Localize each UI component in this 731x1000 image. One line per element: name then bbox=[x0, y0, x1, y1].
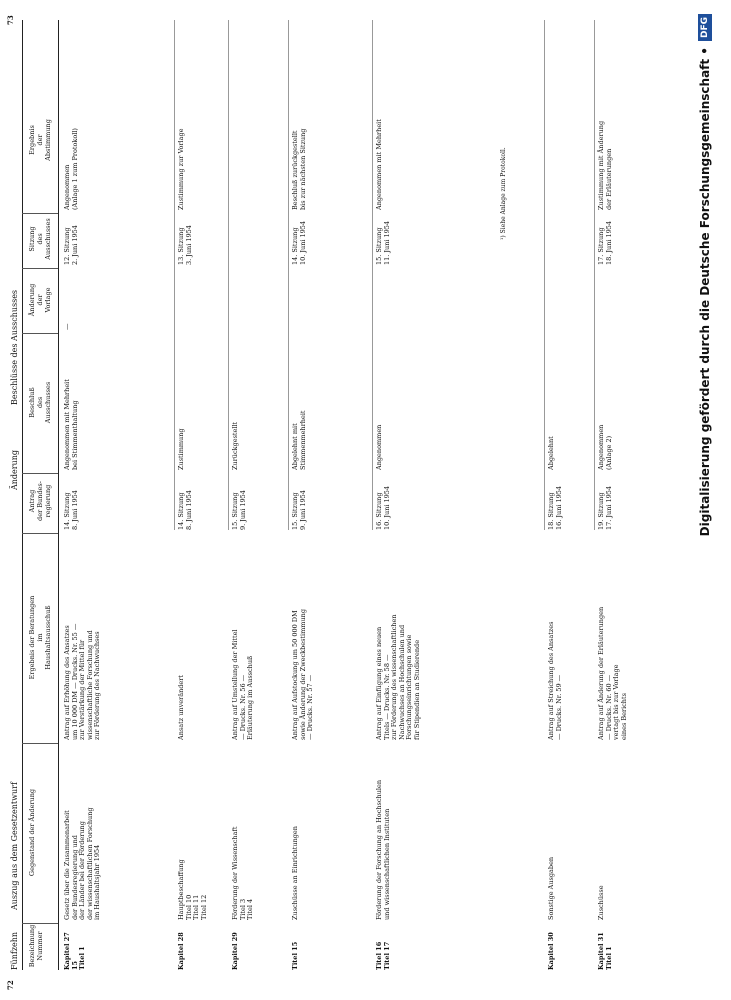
table-row-cell bbox=[598, 472, 613, 530]
cell-c1: Kapitel 27 15 Titel 1 bbox=[63, 932, 87, 970]
row-separator bbox=[594, 20, 595, 530]
column-divider bbox=[22, 473, 58, 474]
header-rule-top bbox=[22, 20, 23, 970]
cell-c3: Antrag auf Umstellung der Mittel — Drucks. Nr. 56 — Erläuterung im Ausschuß bbox=[231, 629, 255, 740]
cell-c3: Antrag auf Streichung des Ansatzes — Drucks. Nr. 59 — bbox=[547, 621, 563, 740]
table-row-cell bbox=[292, 335, 307, 470]
cell-c8: Zustimmung mit Änderung der Erläuterungen bbox=[597, 120, 613, 210]
table-row-cell bbox=[598, 70, 613, 210]
cell-c2: Sonstige Ausgaben bbox=[547, 856, 555, 920]
cell-c5: Zustimmung bbox=[177, 428, 185, 470]
table-row-cell bbox=[548, 335, 556, 470]
table-row-cell bbox=[64, 745, 102, 920]
cell-c3: Ansatz unverändert bbox=[177, 675, 185, 740]
cell-c5: Angenommen mit Mehrheit bei Stimmenthaltung bbox=[63, 379, 79, 470]
cell-c5: Abgelehnt bbox=[547, 436, 555, 470]
table-row-cell bbox=[548, 472, 563, 530]
table-row-cell bbox=[232, 335, 240, 470]
cell-c8: Angenommen (Anlage 1 zum Protokoll) bbox=[63, 128, 79, 210]
cell-c5: Abgelehnt mit Stimmenmehrheit bbox=[291, 410, 307, 470]
table-row-cell bbox=[178, 745, 208, 920]
row-separator bbox=[174, 20, 175, 530]
table-row-cell bbox=[178, 213, 193, 265]
page-number-left: 72 bbox=[6, 980, 15, 990]
table-row-cell bbox=[376, 335, 384, 470]
cell-c1: Titel 16 Titel 17 bbox=[375, 941, 391, 970]
cell-c1: Kapitel 30 bbox=[547, 932, 555, 970]
table-row-cell bbox=[292, 535, 315, 740]
table-row-cell bbox=[598, 535, 628, 740]
cell-c2: Zuschüsse bbox=[597, 885, 605, 920]
cell-c7: 12. Sitzung 2. Juni 1954 bbox=[63, 225, 79, 265]
cell-c2: Gesetz über die Zusammenarbeit der Bundesregierung und der Länder bei der Förderung der wissenschaftlichen Forschung im Haushaltsjahr 1954 bbox=[63, 807, 102, 920]
table-row-cell bbox=[178, 335, 186, 470]
table-row-cell bbox=[548, 535, 563, 740]
table-row-cell bbox=[64, 70, 79, 210]
column-divider bbox=[22, 743, 58, 744]
cell-c3: Antrag auf Änderung der Erläuterungen — Drucks. Nr. 60 — vertagt bis zur Vorlage eines Berichts bbox=[597, 606, 628, 740]
column-header-c2: Gegenstand der Änderung bbox=[28, 788, 36, 877]
cell-c7: 15. Sitzung 11. Juni 1954 bbox=[375, 220, 391, 265]
table-row-cell bbox=[64, 922, 87, 970]
table-row-cell bbox=[232, 745, 255, 920]
dfg-logo: DFG bbox=[698, 14, 712, 41]
column-header-c8: Ergebnis der Abstimmung bbox=[28, 119, 52, 161]
row-separator bbox=[372, 20, 373, 530]
column-header-c3: Ergebnis der Beratungen im Haushaltsausschuß bbox=[28, 595, 52, 680]
column-divider bbox=[22, 923, 58, 924]
header-rule-bottom bbox=[58, 20, 59, 970]
table-row-cell bbox=[376, 535, 422, 740]
cell-c3: Antrag auf Einfügung eines neuen Titels — Drucks. Nr. 58 — zur Förderung des wissenschaftlichen Nachwuchses an Hochschulen und Forschungseinrichtungen sowie für Stipendien an Studierende bbox=[375, 614, 421, 740]
table-row-cell bbox=[598, 922, 613, 970]
table-row-cell bbox=[376, 472, 391, 530]
cell-c4: 18. Sitzung 16. Juni 1954 bbox=[547, 485, 563, 530]
table-row-cell bbox=[598, 745, 606, 920]
table-row-cell bbox=[232, 472, 247, 530]
row-separator bbox=[228, 20, 229, 530]
table-row-cell bbox=[292, 70, 307, 210]
table-row-cell bbox=[64, 270, 72, 330]
header-right: Beschlüsse des Ausschusses bbox=[10, 289, 19, 405]
dfg-stamp bbox=[690, 0, 720, 1000]
cell-c7: 17. Sitzung 18. Juni 1954 bbox=[597, 220, 613, 265]
table-row-cell bbox=[292, 922, 300, 970]
cell-c7: 14. Sitzung 10. Juni 1954 bbox=[291, 220, 307, 265]
table-row-cell bbox=[178, 472, 193, 530]
column-header-c6: Änderung der Vorlage bbox=[28, 283, 52, 317]
table-row-cell bbox=[598, 335, 613, 470]
column-divider bbox=[22, 533, 58, 534]
cell-c1: Kapitel 31 Titel 1 bbox=[597, 932, 613, 970]
cell-c8: Zustimmung zur Vorlage bbox=[177, 128, 185, 210]
table-row-cell bbox=[178, 535, 186, 740]
cell-c3: Antrag auf Erhöhung des Ansatzes um 10 000 DM — Drucks. Nr. 55 — zur Verstärkung der Mittel für wissenschaftliche Forschung und zur Förderung des Nachwuchses bbox=[63, 623, 102, 740]
cell-c7: 13. Sitzung 3. Juni 1954 bbox=[177, 225, 193, 265]
cell-c4: 15. Sitzung 9. Juni 1954 bbox=[291, 490, 307, 530]
table-row-cell bbox=[548, 745, 556, 920]
table-row-cell bbox=[292, 213, 307, 265]
table-row-cell bbox=[376, 70, 384, 210]
row-separator bbox=[288, 20, 289, 530]
page-number-right: 73 bbox=[6, 15, 15, 25]
column-header-c4: Antrag der Bundes- regierung bbox=[28, 481, 52, 521]
column-header-c5: Beschluß des Ausschusses bbox=[28, 381, 52, 424]
cell-c3: Antrag auf Aufstockung um 50 000 DM sowie Änderung der Zweckbestimmung — Drucks. Nr. 57 — bbox=[291, 609, 315, 740]
row-separator bbox=[544, 20, 545, 530]
table-row-cell bbox=[64, 335, 79, 470]
table-row-cell bbox=[232, 922, 240, 970]
cell-c4: 14. Sitzung 8. Juni 1954 bbox=[177, 490, 193, 530]
table-row-cell bbox=[598, 213, 613, 265]
column-header-c1: Bezeichnung Nummer bbox=[28, 924, 44, 968]
cell-c2: Zuschüsse an Einrichtungen bbox=[291, 826, 299, 920]
cell-c5: Angenommen bbox=[375, 424, 383, 470]
cell-c2: Förderung der Wissenschaft Titel 3 Titel 4 bbox=[231, 826, 255, 920]
table-row-cell bbox=[178, 70, 186, 210]
table-row-cell bbox=[232, 535, 255, 740]
cell-c6: — bbox=[63, 323, 71, 330]
column-divider bbox=[22, 333, 58, 334]
table-row-cell bbox=[64, 213, 79, 265]
cell-c5: Angenommen (Anlage 2) bbox=[597, 424, 613, 470]
cell-c8: Angenommen mit Mehrheit bbox=[375, 119, 383, 210]
table-row-cell bbox=[64, 535, 102, 740]
table-row-cell bbox=[376, 922, 391, 970]
table-row-cell bbox=[292, 745, 300, 920]
cell-c1: Kapitel 29 bbox=[231, 932, 239, 970]
header-center-right: Änderung bbox=[10, 449, 19, 490]
column-divider bbox=[22, 213, 58, 214]
table-row-cell bbox=[292, 472, 307, 530]
table-row-cell bbox=[178, 922, 186, 970]
cell-c4: 14. Sitzung 8. Juni 1954 bbox=[63, 490, 79, 530]
cell-c2: Hauptbeschaffung Titel 10 Titel 11 Titel 12 bbox=[177, 859, 208, 920]
cell-c5: Zurückgestellt bbox=[231, 421, 239, 470]
cell-c4: 16. Sitzung 10. Juni 1954 bbox=[375, 485, 391, 530]
table-row-cell bbox=[376, 213, 391, 265]
table-row-cell bbox=[64, 472, 79, 530]
cell-c4: 19. Sitzung 17. Juni 1954 bbox=[597, 485, 613, 530]
column-header-c7: Sitzung des Ausschusses bbox=[28, 218, 52, 260]
cell-c2: Förderung der Forschung an Hochschulen und wissenschaftlichen Instituten bbox=[375, 779, 391, 920]
cell-c1: Kapitel 28 bbox=[177, 932, 185, 970]
header-center-left: Auszug aus dem Gesetzentwurf bbox=[10, 782, 19, 910]
table-row-cell bbox=[548, 922, 556, 970]
stamp-text: Digitalisierung gefördert durch die Deutsche Forschungsgemeinschaft • bbox=[698, 47, 712, 537]
cell-c1: Titel 15 bbox=[291, 941, 299, 970]
cell-c4: 15. Sitzung 9. Juni 1954 bbox=[231, 490, 247, 530]
table-row-cell bbox=[376, 745, 391, 920]
cell-c8: Beschluß zurückgestellt bis zur nächsten Sitzung bbox=[291, 128, 307, 210]
column-divider bbox=[22, 268, 58, 269]
header-left: Fünfzehn bbox=[10, 931, 19, 970]
footnote: ¹) Siehe Anlage zum Protokoll. bbox=[500, 147, 507, 240]
